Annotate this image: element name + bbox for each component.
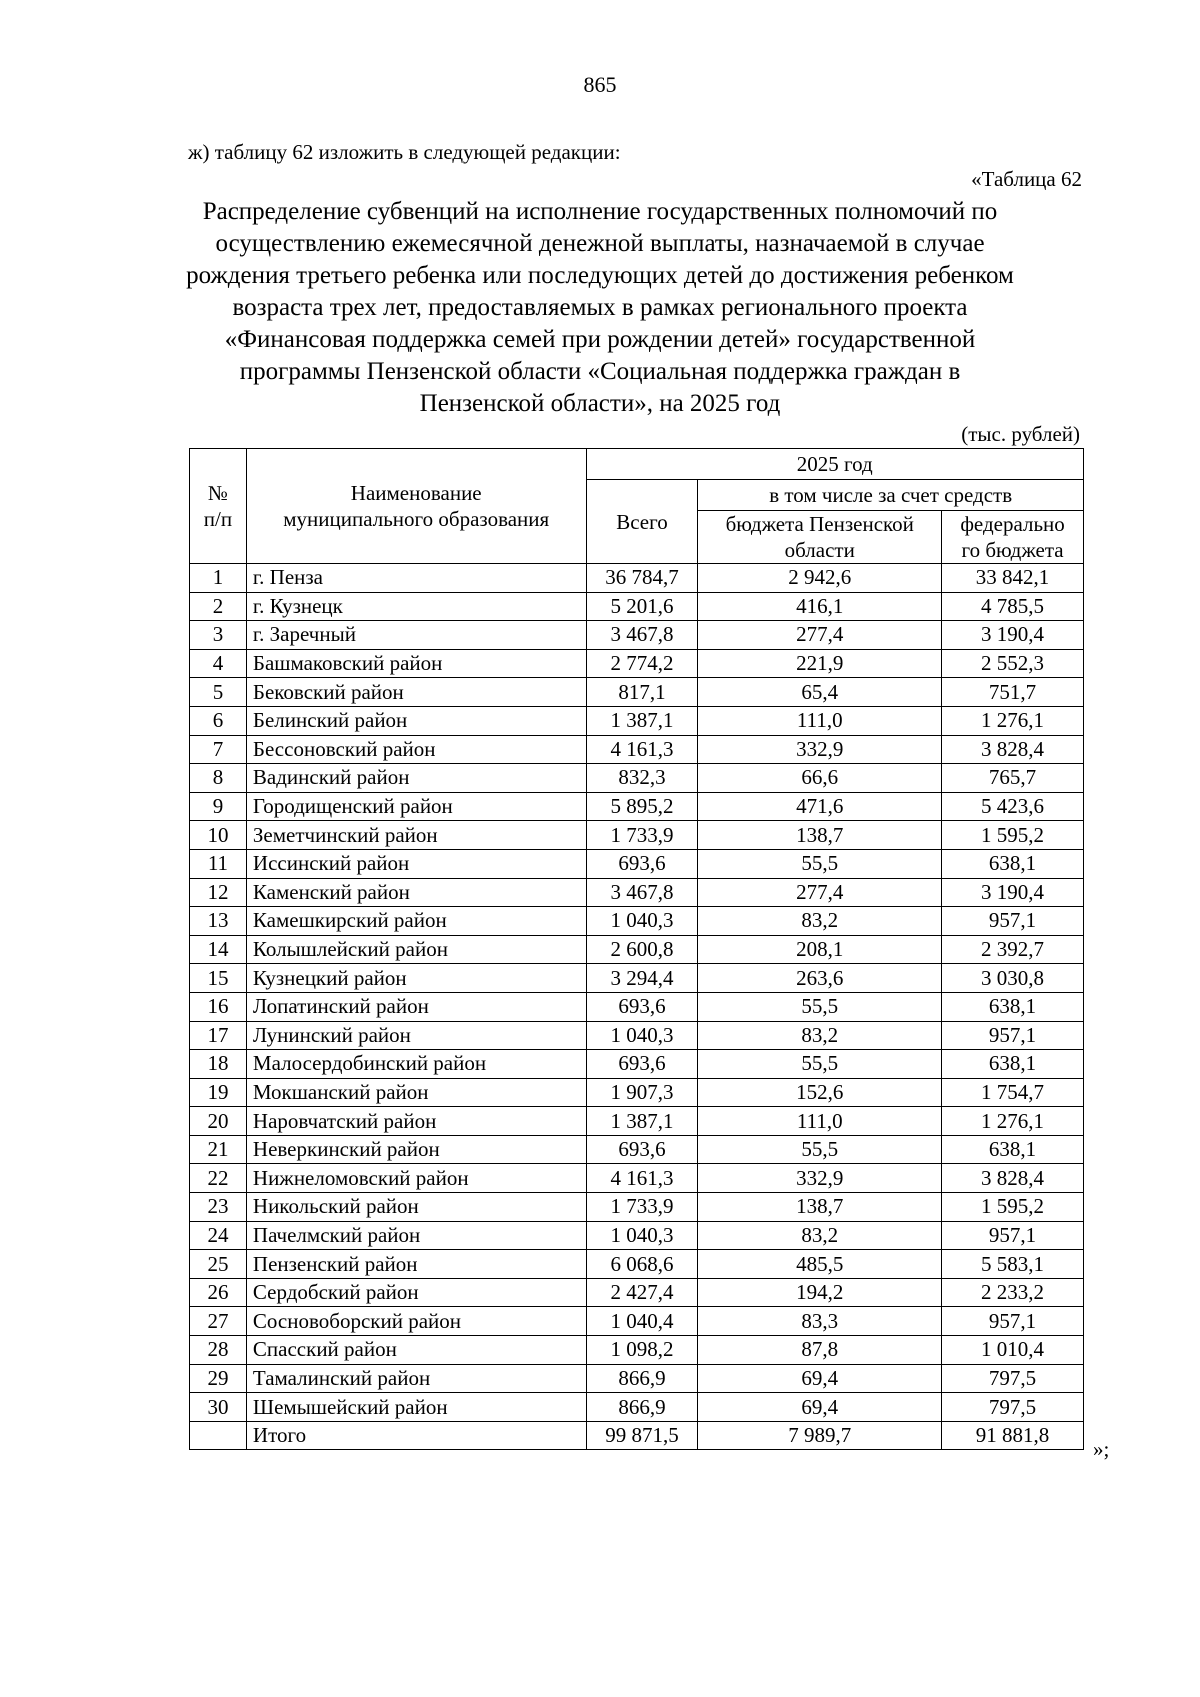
row-federal: 4 785,5 <box>942 592 1084 621</box>
table-row <box>190 1307 1084 1336</box>
row-total: 3 467,8 <box>586 621 698 650</box>
row-regional: 83,3 <box>698 1307 942 1336</box>
table-row <box>190 564 1084 593</box>
row-total: 4 161,3 <box>586 1164 698 1193</box>
row-name: Камешкирский район <box>246 907 586 936</box>
row-name: Спасский район <box>246 1336 586 1365</box>
row-name: Сосновоборский район <box>246 1307 586 1336</box>
table-header <box>190 449 1084 564</box>
table-row <box>190 964 1084 993</box>
row-name: Наровчатский район <box>246 1107 586 1136</box>
row-regional: 332,9 <box>698 1164 942 1193</box>
row-name: Малосердобинский район <box>246 1050 586 1079</box>
row-regional: 55,5 <box>698 992 942 1021</box>
row-name: Нижнеломовский район <box>246 1164 586 1193</box>
table-row <box>190 1221 1084 1250</box>
total-label: Итого <box>246 1421 586 1450</box>
row-regional: 111,0 <box>698 706 942 735</box>
row-regional: 485,5 <box>698 1250 942 1279</box>
row-regional: 65,4 <box>698 678 942 707</box>
row-name: Колышлейский район <box>246 935 586 964</box>
row-num: 29 <box>190 1364 247 1393</box>
table-row <box>190 1250 1084 1279</box>
row-total: 4 161,3 <box>586 735 698 764</box>
row-regional: 208,1 <box>698 935 942 964</box>
row-federal: 2 552,3 <box>942 649 1084 678</box>
row-federal: 1 276,1 <box>942 1107 1084 1136</box>
row-total: 693,6 <box>586 849 698 878</box>
row-federal: 1 276,1 <box>942 706 1084 735</box>
row-name: Вадинский район <box>246 764 586 793</box>
table-row <box>190 935 1084 964</box>
page-number: 865 <box>583 72 617 97</box>
row-num: 8 <box>190 764 247 793</box>
table-row <box>190 706 1084 735</box>
row-name: Кузнецкий район <box>246 964 586 993</box>
row-total: 6 068,6 <box>586 1250 698 1279</box>
row-num: 25 <box>190 1250 247 1279</box>
table-row <box>190 1021 1084 1050</box>
row-total: 1 040,4 <box>586 1307 698 1336</box>
header-num: № п/п <box>190 449 247 564</box>
row-num: 6 <box>190 706 247 735</box>
table-row <box>190 649 1084 678</box>
row-regional: 55,5 <box>698 1135 942 1164</box>
header-including: в том числе за счет средств <box>698 480 1084 511</box>
row-name: Каменский район <box>246 878 586 907</box>
row-federal: 33 842,1 <box>942 564 1084 593</box>
table-row <box>190 992 1084 1021</box>
table-row <box>190 878 1084 907</box>
row-num: 30 <box>190 1393 247 1422</box>
total-federal: 91 881,8 <box>942 1421 1084 1450</box>
row-total: 3 467,8 <box>586 878 698 907</box>
row-regional: 2 942,6 <box>698 564 942 593</box>
table-row <box>190 1107 1084 1136</box>
row-name: Башмаковский район <box>246 649 586 678</box>
row-regional: 69,4 <box>698 1364 942 1393</box>
row-num: 16 <box>190 992 247 1021</box>
row-num: 11 <box>190 849 247 878</box>
row-federal: 3 030,8 <box>942 964 1084 993</box>
row-num: 28 <box>190 1336 247 1365</box>
row-num: 22 <box>190 1164 247 1193</box>
row-regional: 111,0 <box>698 1107 942 1136</box>
table-row <box>190 907 1084 936</box>
row-federal: 797,5 <box>942 1364 1084 1393</box>
row-num: 3 <box>190 621 247 650</box>
title-line: «Финансовая поддержка семей при рождении детей» государственной <box>224 326 976 353</box>
row-name: г. Кузнецк <box>246 592 586 621</box>
table-row <box>190 849 1084 878</box>
row-regional: 69,4 <box>698 1393 942 1422</box>
row-num: 1 <box>190 564 247 593</box>
row-num: 20 <box>190 1107 247 1136</box>
row-regional: 55,5 <box>698 1050 942 1079</box>
row-total: 36 784,7 <box>586 564 698 593</box>
row-total: 693,6 <box>586 992 698 1021</box>
row-num: 7 <box>190 735 247 764</box>
row-num: 9 <box>190 792 247 821</box>
row-total: 2 427,4 <box>586 1278 698 1307</box>
table-row <box>190 1078 1084 1107</box>
table-row <box>190 792 1084 821</box>
row-regional: 277,4 <box>698 621 942 650</box>
row-total: 2 774,2 <box>586 649 698 678</box>
row-name: Тамалинский район <box>246 1364 586 1393</box>
row-total: 1 040,3 <box>586 1221 698 1250</box>
row-regional: 83,2 <box>698 1221 942 1250</box>
header-regional: бюджета Пензенской области <box>698 511 942 564</box>
row-regional: 221,9 <box>698 649 942 678</box>
row-name: Лопатинский район <box>246 992 586 1021</box>
row-total: 1 387,1 <box>586 1107 698 1136</box>
row-total: 832,3 <box>586 764 698 793</box>
row-num: 26 <box>190 1278 247 1307</box>
row-federal: 797,5 <box>942 1393 1084 1422</box>
row-name: Мокшанский район <box>246 1078 586 1107</box>
row-total: 5 201,6 <box>586 592 698 621</box>
row-regional: 194,2 <box>698 1278 942 1307</box>
row-federal: 1 595,2 <box>942 1193 1084 1222</box>
row-name: Никольский район <box>246 1193 586 1222</box>
row-name: Лунинский район <box>246 1021 586 1050</box>
table-row <box>190 735 1084 764</box>
row-federal: 638,1 <box>942 1135 1084 1164</box>
row-name: г. Пенза <box>246 564 586 593</box>
closing-mark: »; <box>1093 1437 1110 1461</box>
row-num: 5 <box>190 678 247 707</box>
row-regional: 277,4 <box>698 878 942 907</box>
row-total: 866,9 <box>586 1364 698 1393</box>
table-row <box>190 1164 1084 1193</box>
total-regional: 7 989,7 <box>698 1421 942 1450</box>
row-regional: 332,9 <box>698 735 942 764</box>
row-num: 12 <box>190 878 247 907</box>
table-row <box>190 1336 1084 1365</box>
table-row <box>190 678 1084 707</box>
table-row <box>190 1393 1084 1422</box>
row-federal: 2 392,7 <box>942 935 1084 964</box>
row-num: 21 <box>190 1135 247 1164</box>
row-federal: 5 423,6 <box>942 792 1084 821</box>
row-total: 1 098,2 <box>586 1336 698 1365</box>
row-num: 13 <box>190 907 247 936</box>
row-num: 23 <box>190 1193 247 1222</box>
total-all: 99 871,5 <box>586 1421 698 1450</box>
title-line: осуществлению ежемесячной денежной выплаты, назначаемой в случае <box>215 230 985 257</box>
row-regional: 138,7 <box>698 821 942 850</box>
row-total: 1 040,3 <box>586 1021 698 1050</box>
row-num: 18 <box>190 1050 247 1079</box>
row-federal: 1 010,4 <box>942 1336 1084 1365</box>
row-num: 24 <box>190 1221 247 1250</box>
row-total: 1 733,9 <box>586 821 698 850</box>
row-regional: 263,6 <box>698 964 942 993</box>
header-federal: федерально го бюджета <box>942 511 1084 564</box>
row-total: 1 040,3 <box>586 907 698 936</box>
row-regional: 416,1 <box>698 592 942 621</box>
title-line: возраста трех лет, предоставляемых в рамках регионального проекта <box>232 294 968 321</box>
row-name: Земетчинский район <box>246 821 586 850</box>
header-name: Наименование муниципального образования <box>246 449 586 564</box>
row-federal: 957,1 <box>942 1307 1084 1336</box>
subventions-table <box>189 448 1084 1450</box>
row-num: 10 <box>190 821 247 850</box>
table-row <box>190 1135 1084 1164</box>
row-total: 3 294,4 <box>586 964 698 993</box>
row-regional: 55,5 <box>698 849 942 878</box>
title-line: программы Пензенской области «Социальная поддержка граждан в <box>239 358 961 385</box>
row-num: 15 <box>190 964 247 993</box>
table-row <box>190 1278 1084 1307</box>
title-line: Распределение субвенций на исполнение государственных полномочий по <box>202 198 998 225</box>
row-name: Шемышейский район <box>246 1393 586 1422</box>
table-row <box>190 821 1084 850</box>
intro-text: ж) таблицу 62 изложить в следующей редакции: <box>188 140 621 164</box>
units-label: (тыс. рублей) <box>961 422 1080 446</box>
title-line: Пензенской области», на 2025 год <box>419 390 781 417</box>
row-federal: 751,7 <box>942 678 1084 707</box>
row-name: Пачелмский район <box>246 1221 586 1250</box>
row-regional: 83,2 <box>698 1021 942 1050</box>
row-federal: 1 595,2 <box>942 821 1084 850</box>
row-name: Неверкинский район <box>246 1135 586 1164</box>
row-federal: 3 190,4 <box>942 621 1084 650</box>
row-total: 817,1 <box>586 678 698 707</box>
table-row <box>190 621 1084 650</box>
row-name: Бессоновский район <box>246 735 586 764</box>
row-num: 19 <box>190 1078 247 1107</box>
total-num <box>190 1421 247 1450</box>
title-line: рождения третьего ребенка или последующих детей до достижения ребенком <box>186 262 1014 289</box>
row-name: Пензенский район <box>246 1250 586 1279</box>
row-num: 2 <box>190 592 247 621</box>
table-label: «Таблица 62 <box>971 167 1082 191</box>
row-num: 17 <box>190 1021 247 1050</box>
row-total: 693,6 <box>586 1050 698 1079</box>
row-total: 5 895,2 <box>586 792 698 821</box>
table-body <box>190 564 1084 1422</box>
table-row <box>190 1193 1084 1222</box>
row-name: г. Заречный <box>246 621 586 650</box>
row-federal: 957,1 <box>942 1221 1084 1250</box>
row-regional: 66,6 <box>698 764 942 793</box>
row-federal: 3 828,4 <box>942 735 1084 764</box>
row-total: 2 600,8 <box>586 935 698 964</box>
row-total: 866,9 <box>586 1393 698 1422</box>
document-title <box>120 196 1080 420</box>
row-federal: 1 754,7 <box>942 1078 1084 1107</box>
row-num: 14 <box>190 935 247 964</box>
row-regional: 83,2 <box>698 907 942 936</box>
row-federal: 2 233,2 <box>942 1278 1084 1307</box>
row-total: 1 387,1 <box>586 706 698 735</box>
row-num: 27 <box>190 1307 247 1336</box>
row-name: Бековский район <box>246 678 586 707</box>
row-federal: 638,1 <box>942 992 1084 1021</box>
row-federal: 765,7 <box>942 764 1084 793</box>
header-year: 2025 год <box>586 449 1083 480</box>
table-row <box>190 592 1084 621</box>
row-federal: 957,1 <box>942 1021 1084 1050</box>
total-row <box>190 1421 1084 1450</box>
row-regional: 87,8 <box>698 1336 942 1365</box>
table-row <box>190 1050 1084 1079</box>
table-row <box>190 1364 1084 1393</box>
row-total: 1 733,9 <box>586 1193 698 1222</box>
row-regional: 138,7 <box>698 1193 942 1222</box>
row-name: Городищенский район <box>246 792 586 821</box>
row-regional: 471,6 <box>698 792 942 821</box>
row-total: 1 907,3 <box>586 1078 698 1107</box>
row-federal: 638,1 <box>942 849 1084 878</box>
row-regional: 152,6 <box>698 1078 942 1107</box>
row-federal: 3 828,4 <box>942 1164 1084 1193</box>
row-num: 4 <box>190 649 247 678</box>
header-total: Всего <box>586 480 698 564</box>
row-federal: 638,1 <box>942 1050 1084 1079</box>
row-federal: 5 583,1 <box>942 1250 1084 1279</box>
row-federal: 957,1 <box>942 907 1084 936</box>
table-row <box>190 764 1084 793</box>
row-name: Белинский район <box>246 706 586 735</box>
row-federal: 3 190,4 <box>942 878 1084 907</box>
row-name: Сердобский район <box>246 1278 586 1307</box>
row-total: 693,6 <box>586 1135 698 1164</box>
row-name: Иссинский район <box>246 849 586 878</box>
